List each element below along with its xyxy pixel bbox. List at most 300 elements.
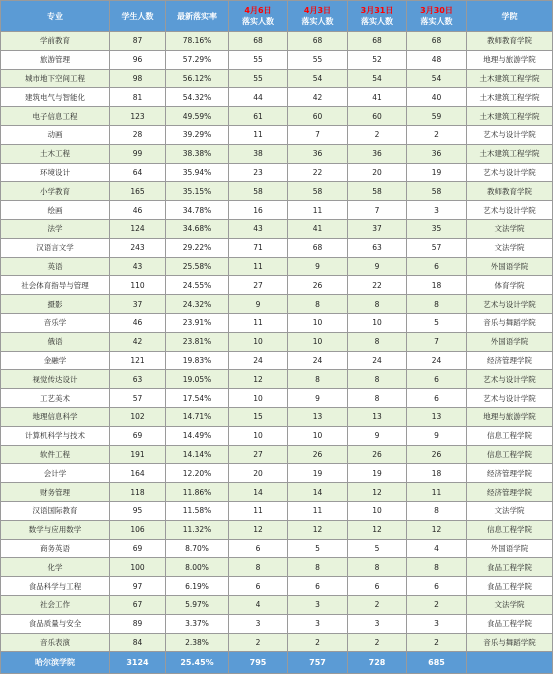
mar31-cell: 60 xyxy=(348,107,407,126)
apr3-cell: 3 xyxy=(288,595,348,614)
rate-cell: 6.19% xyxy=(166,577,229,596)
table-row xyxy=(1,69,553,88)
totals-apr6: 795 xyxy=(229,652,288,674)
students-cell: 46 xyxy=(110,313,166,332)
major-cell: 软件工程 xyxy=(1,445,110,464)
students-cell: 121 xyxy=(110,351,166,370)
mar30-cell: 26 xyxy=(407,445,467,464)
mar30-cell: 57 xyxy=(407,238,467,257)
rate-cell: 49.59% xyxy=(166,107,229,126)
rate-cell: 34.68% xyxy=(166,219,229,238)
college-cell: 文法学院 xyxy=(467,219,553,238)
header-row xyxy=(1,1,553,32)
rate-cell: 24.32% xyxy=(166,295,229,314)
header-mar30-sub: 落实人数 xyxy=(420,17,453,26)
apr6-cell: 8 xyxy=(229,558,288,577)
mar31-cell: 5 xyxy=(348,539,407,558)
major-cell: 数学与应用数学 xyxy=(1,520,110,539)
apr6-cell: 12 xyxy=(229,520,288,539)
apr3-cell: 10 xyxy=(288,313,348,332)
mar31-cell: 19 xyxy=(348,464,407,483)
rate-cell: 23.81% xyxy=(166,332,229,351)
header-apr6-sub: 落实人数 xyxy=(242,17,274,26)
apr6-cell: 4 xyxy=(229,595,288,614)
mar31-cell: 10 xyxy=(348,501,407,520)
rate-cell: 14.49% xyxy=(166,426,229,445)
header-mar31-date: 3月31日 xyxy=(360,6,394,15)
apr3-cell: 8 xyxy=(288,558,348,577)
mar30-cell: 6 xyxy=(407,370,467,389)
totals-students: 3124 xyxy=(110,652,166,674)
apr3-cell: 11 xyxy=(288,501,348,520)
mar30-cell: 6 xyxy=(407,389,467,408)
college-cell: 信息工程学院 xyxy=(467,445,553,464)
major-cell: 财务管理 xyxy=(1,483,110,502)
mar31-cell: 13 xyxy=(348,407,407,426)
apr6-cell: 15 xyxy=(229,407,288,426)
college-cell: 文法学院 xyxy=(467,238,553,257)
students-cell: 87 xyxy=(110,32,166,51)
mar31-cell: 8 xyxy=(348,558,407,577)
mar30-cell: 2 xyxy=(407,595,467,614)
students-cell: 37 xyxy=(110,295,166,314)
students-cell: 106 xyxy=(110,520,166,539)
apr6-cell: 44 xyxy=(229,88,288,107)
rate-cell: 11.32% xyxy=(166,520,229,539)
mar31-cell: 54 xyxy=(348,69,407,88)
apr6-cell: 11 xyxy=(229,313,288,332)
header-college: 学院 xyxy=(467,1,553,32)
college-cell: 地理与旅游学院 xyxy=(467,50,553,69)
students-cell: 43 xyxy=(110,257,166,276)
mar30-cell: 68 xyxy=(407,32,467,51)
table-row xyxy=(1,614,553,633)
rate-cell: 11.58% xyxy=(166,501,229,520)
mar30-cell: 2 xyxy=(407,633,467,652)
major-cell: 视觉传达设计 xyxy=(1,370,110,389)
rate-cell: 39.29% xyxy=(166,125,229,144)
table-row xyxy=(1,370,553,389)
table-row xyxy=(1,577,553,596)
rate-cell: 34.78% xyxy=(166,201,229,220)
rate-cell: 5.97% xyxy=(166,595,229,614)
table-row xyxy=(1,445,553,464)
college-cell: 信息工程学院 xyxy=(467,520,553,539)
table-row xyxy=(1,501,553,520)
header-latest-rate: 最新落实率 xyxy=(166,1,229,32)
rate-cell: 11.86% xyxy=(166,483,229,502)
table-row xyxy=(1,539,553,558)
mar31-cell: 58 xyxy=(348,182,407,201)
major-cell: 小学教育 xyxy=(1,182,110,201)
apr6-cell: 24 xyxy=(229,351,288,370)
apr3-cell: 42 xyxy=(288,88,348,107)
mar31-cell: 36 xyxy=(348,144,407,163)
mar31-cell: 2 xyxy=(348,125,407,144)
rate-cell: 35.94% xyxy=(166,163,229,182)
apr3-cell: 26 xyxy=(288,276,348,295)
mar30-cell: 13 xyxy=(407,407,467,426)
students-cell: 64 xyxy=(110,163,166,182)
rate-cell: 24.55% xyxy=(166,276,229,295)
totals-mar30: 685 xyxy=(407,652,467,674)
students-cell: 165 xyxy=(110,182,166,201)
table-row xyxy=(1,407,553,426)
apr3-cell: 9 xyxy=(288,257,348,276)
students-cell: 110 xyxy=(110,276,166,295)
rate-cell: 3.37% xyxy=(166,614,229,633)
mar30-cell: 6 xyxy=(407,577,467,596)
college-cell: 土木建筑工程学院 xyxy=(467,107,553,126)
mar30-cell: 9 xyxy=(407,426,467,445)
students-cell: 243 xyxy=(110,238,166,257)
mar30-cell: 6 xyxy=(407,257,467,276)
apr6-cell: 11 xyxy=(229,257,288,276)
college-cell: 音乐与舞蹈学院 xyxy=(467,313,553,332)
college-cell: 食品工程学院 xyxy=(467,614,553,633)
mar31-cell: 52 xyxy=(348,50,407,69)
apr3-cell: 12 xyxy=(288,520,348,539)
mar31-cell: 6 xyxy=(348,577,407,596)
rate-cell: 14.71% xyxy=(166,407,229,426)
apr3-cell: 10 xyxy=(288,332,348,351)
table-row xyxy=(1,125,553,144)
table-row xyxy=(1,163,553,182)
mar31-cell: 68 xyxy=(348,32,407,51)
college-cell: 体育学院 xyxy=(467,276,553,295)
students-cell: 118 xyxy=(110,483,166,502)
mar31-cell: 9 xyxy=(348,426,407,445)
apr6-cell: 71 xyxy=(229,238,288,257)
students-cell: 28 xyxy=(110,125,166,144)
students-cell: 95 xyxy=(110,501,166,520)
mar31-cell: 8 xyxy=(348,295,407,314)
mar30-cell: 2 xyxy=(407,125,467,144)
major-cell: 动画 xyxy=(1,125,110,144)
apr3-cell: 14 xyxy=(288,483,348,502)
major-cell: 食品质量与安全 xyxy=(1,614,110,633)
table-row xyxy=(1,107,553,126)
rate-cell: 14.14% xyxy=(166,445,229,464)
mar31-cell: 12 xyxy=(348,483,407,502)
college-cell: 土木建筑工程学院 xyxy=(467,69,553,88)
table-row xyxy=(1,332,553,351)
rate-cell: 25.58% xyxy=(166,257,229,276)
students-cell: 97 xyxy=(110,577,166,596)
mar30-cell: 7 xyxy=(407,332,467,351)
major-cell: 汉语言文学 xyxy=(1,238,110,257)
major-cell: 绘画 xyxy=(1,201,110,220)
apr3-cell: 41 xyxy=(288,219,348,238)
students-cell: 63 xyxy=(110,370,166,389)
college-cell: 外国语学院 xyxy=(467,257,553,276)
apr6-cell: 58 xyxy=(229,182,288,201)
rate-cell: 17.54% xyxy=(166,389,229,408)
college-cell: 信息工程学院 xyxy=(467,426,553,445)
students-cell: 69 xyxy=(110,539,166,558)
mar31-cell: 37 xyxy=(348,219,407,238)
major-cell: 汉语国际教育 xyxy=(1,501,110,520)
college-cell: 文法学院 xyxy=(467,501,553,520)
mar31-cell: 2 xyxy=(348,595,407,614)
totals-mar31: 728 xyxy=(348,652,407,674)
college-cell: 教师教育学院 xyxy=(467,182,553,201)
apr3-cell: 60 xyxy=(288,107,348,126)
students-cell: 102 xyxy=(110,407,166,426)
students-cell: 191 xyxy=(110,445,166,464)
mar30-cell: 4 xyxy=(407,539,467,558)
apr3-cell: 58 xyxy=(288,182,348,201)
table-body xyxy=(1,32,553,652)
college-cell: 艺术与设计学院 xyxy=(467,201,553,220)
apr6-cell: 10 xyxy=(229,426,288,445)
header-mar31 xyxy=(348,1,407,32)
mar31-cell: 8 xyxy=(348,332,407,351)
mar31-cell: 24 xyxy=(348,351,407,370)
apr3-cell: 3 xyxy=(288,614,348,633)
rate-cell: 19.83% xyxy=(166,351,229,370)
table-row xyxy=(1,558,553,577)
major-cell: 电子信息工程 xyxy=(1,107,110,126)
apr3-cell: 22 xyxy=(288,163,348,182)
apr6-cell: 27 xyxy=(229,445,288,464)
totals-row xyxy=(1,652,553,674)
students-cell: 81 xyxy=(110,88,166,107)
major-cell: 音乐学 xyxy=(1,313,110,332)
mar30-cell: 58 xyxy=(407,182,467,201)
mar31-cell: 3 xyxy=(348,614,407,633)
table-row xyxy=(1,182,553,201)
major-cell: 金融学 xyxy=(1,351,110,370)
mar30-cell: 8 xyxy=(407,295,467,314)
college-cell: 土木建筑工程学院 xyxy=(467,88,553,107)
apr3-cell: 10 xyxy=(288,426,348,445)
totals-label: 哈尔滨学院 xyxy=(1,652,110,674)
college-cell: 食品工程学院 xyxy=(467,558,553,577)
table-row xyxy=(1,464,553,483)
header-major: 专业 xyxy=(1,1,110,32)
mar31-cell: 12 xyxy=(348,520,407,539)
mar30-cell: 48 xyxy=(407,50,467,69)
students-cell: 96 xyxy=(110,50,166,69)
totals-rate: 25.45% xyxy=(166,652,229,674)
major-cell: 地理信息科学 xyxy=(1,407,110,426)
rate-cell: 8.70% xyxy=(166,539,229,558)
major-cell: 建筑电气与智能化 xyxy=(1,88,110,107)
college-cell: 音乐与舞蹈学院 xyxy=(467,633,553,652)
mar31-cell: 8 xyxy=(348,389,407,408)
students-cell: 99 xyxy=(110,144,166,163)
apr3-cell: 19 xyxy=(288,464,348,483)
table-row xyxy=(1,238,553,257)
apr3-cell: 54 xyxy=(288,69,348,88)
mar30-cell: 5 xyxy=(407,313,467,332)
table-row xyxy=(1,313,553,332)
major-cell: 法学 xyxy=(1,219,110,238)
students-cell: 164 xyxy=(110,464,166,483)
apr3-cell: 9 xyxy=(288,389,348,408)
mar31-cell: 22 xyxy=(348,276,407,295)
apr3-cell: 2 xyxy=(288,633,348,652)
apr3-cell: 6 xyxy=(288,577,348,596)
mar30-cell: 24 xyxy=(407,351,467,370)
table-row xyxy=(1,144,553,163)
mar30-cell: 8 xyxy=(407,558,467,577)
apr3-cell: 68 xyxy=(288,238,348,257)
college-cell: 经济管理学院 xyxy=(467,483,553,502)
apr6-cell: 38 xyxy=(229,144,288,163)
rate-cell: 54.32% xyxy=(166,88,229,107)
table-row xyxy=(1,219,553,238)
students-cell: 57 xyxy=(110,389,166,408)
apr6-cell: 12 xyxy=(229,370,288,389)
college-cell: 教师教育学院 xyxy=(467,32,553,51)
major-cell: 社会体育指导与管理 xyxy=(1,276,110,295)
mar30-cell: 40 xyxy=(407,88,467,107)
major-cell: 俄语 xyxy=(1,332,110,351)
major-cell: 食品科学与工程 xyxy=(1,577,110,596)
table-row xyxy=(1,276,553,295)
mar30-cell: 3 xyxy=(407,614,467,633)
table-row xyxy=(1,633,553,652)
apr6-cell: 10 xyxy=(229,332,288,351)
rate-cell: 12.20% xyxy=(166,464,229,483)
table-row xyxy=(1,50,553,69)
apr6-cell: 55 xyxy=(229,69,288,88)
apr3-cell: 5 xyxy=(288,539,348,558)
table-row xyxy=(1,389,553,408)
students-cell: 89 xyxy=(110,614,166,633)
apr3-cell: 7 xyxy=(288,125,348,144)
rate-cell: 2.38% xyxy=(166,633,229,652)
table-row xyxy=(1,257,553,276)
apr6-cell: 6 xyxy=(229,577,288,596)
students-cell: 123 xyxy=(110,107,166,126)
totals-apr3: 757 xyxy=(288,652,348,674)
apr6-cell: 14 xyxy=(229,483,288,502)
mar31-cell: 9 xyxy=(348,257,407,276)
mar30-cell: 8 xyxy=(407,501,467,520)
students-cell: 69 xyxy=(110,426,166,445)
apr6-cell: 27 xyxy=(229,276,288,295)
table-row xyxy=(1,201,553,220)
rate-cell: 78.16% xyxy=(166,32,229,51)
major-cell: 旅游管理 xyxy=(1,50,110,69)
mar30-cell: 35 xyxy=(407,219,467,238)
table-row xyxy=(1,520,553,539)
table-row xyxy=(1,351,553,370)
college-cell: 食品工程学院 xyxy=(467,577,553,596)
apr6-cell: 55 xyxy=(229,50,288,69)
major-cell: 土木工程 xyxy=(1,144,110,163)
mar30-cell: 3 xyxy=(407,201,467,220)
mar30-cell: 36 xyxy=(407,144,467,163)
apr3-cell: 26 xyxy=(288,445,348,464)
mar31-cell: 8 xyxy=(348,370,407,389)
students-cell: 124 xyxy=(110,219,166,238)
college-cell: 经济管理学院 xyxy=(467,464,553,483)
apr6-cell: 11 xyxy=(229,501,288,520)
table-row xyxy=(1,595,553,614)
apr6-cell: 43 xyxy=(229,219,288,238)
major-cell: 计算机科学与技术 xyxy=(1,426,110,445)
students-cell: 84 xyxy=(110,633,166,652)
apr3-cell: 8 xyxy=(288,295,348,314)
table-row xyxy=(1,426,553,445)
table-row xyxy=(1,483,553,502)
major-cell: 英语 xyxy=(1,257,110,276)
rate-cell: 8.00% xyxy=(166,558,229,577)
students-cell: 67 xyxy=(110,595,166,614)
college-cell: 外国语学院 xyxy=(467,332,553,351)
header-mar31-sub: 落实人数 xyxy=(361,17,393,26)
rate-cell: 23.91% xyxy=(166,313,229,332)
rate-cell: 57.29% xyxy=(166,50,229,69)
header-apr6-date: 4月6日 xyxy=(244,6,272,15)
students-cell: 42 xyxy=(110,332,166,351)
major-cell: 学前教育 xyxy=(1,32,110,51)
apr6-cell: 20 xyxy=(229,464,288,483)
apr6-cell: 2 xyxy=(229,633,288,652)
college-cell: 艺术与设计学院 xyxy=(467,125,553,144)
college-cell: 艺术与设计学院 xyxy=(467,295,553,314)
table-row xyxy=(1,88,553,107)
major-cell: 工艺美术 xyxy=(1,389,110,408)
mar30-cell: 12 xyxy=(407,520,467,539)
header-mar30-date: 3月30日 xyxy=(420,6,453,15)
rate-cell: 29.22% xyxy=(166,238,229,257)
apr6-cell: 61 xyxy=(229,107,288,126)
mar31-cell: 26 xyxy=(348,445,407,464)
mar30-cell: 54 xyxy=(407,69,467,88)
major-cell: 摄影 xyxy=(1,295,110,314)
header-apr6 xyxy=(229,1,288,32)
mar31-cell: 20 xyxy=(348,163,407,182)
mar31-cell: 7 xyxy=(348,201,407,220)
apr3-cell: 68 xyxy=(288,32,348,51)
major-cell: 城市地下空间工程 xyxy=(1,69,110,88)
apr3-cell: 24 xyxy=(288,351,348,370)
apr3-cell: 8 xyxy=(288,370,348,389)
mar30-cell: 11 xyxy=(407,483,467,502)
apr6-cell: 23 xyxy=(229,163,288,182)
mar31-cell: 2 xyxy=(348,633,407,652)
mar31-cell: 10 xyxy=(348,313,407,332)
header-apr3 xyxy=(288,1,348,32)
college-cell: 艺术与设计学院 xyxy=(467,389,553,408)
rate-cell: 19.05% xyxy=(166,370,229,389)
major-cell: 社会工作 xyxy=(1,595,110,614)
major-cell: 化学 xyxy=(1,558,110,577)
table-row xyxy=(1,295,553,314)
table-row xyxy=(1,32,553,51)
college-cell: 艺术与设计学院 xyxy=(467,370,553,389)
college-cell: 土木建筑工程学院 xyxy=(467,144,553,163)
header-mar30 xyxy=(407,1,467,32)
students-cell: 100 xyxy=(110,558,166,577)
apr3-cell: 11 xyxy=(288,201,348,220)
mar30-cell: 18 xyxy=(407,276,467,295)
students-cell: 46 xyxy=(110,201,166,220)
apr3-cell: 36 xyxy=(288,144,348,163)
major-cell: 商务英语 xyxy=(1,539,110,558)
major-cell: 音乐表演 xyxy=(1,633,110,652)
header-students: 学生人数 xyxy=(110,1,166,32)
students-cell: 98 xyxy=(110,69,166,88)
apr6-cell: 11 xyxy=(229,125,288,144)
apr6-cell: 10 xyxy=(229,389,288,408)
major-cell: 环境设计 xyxy=(1,163,110,182)
